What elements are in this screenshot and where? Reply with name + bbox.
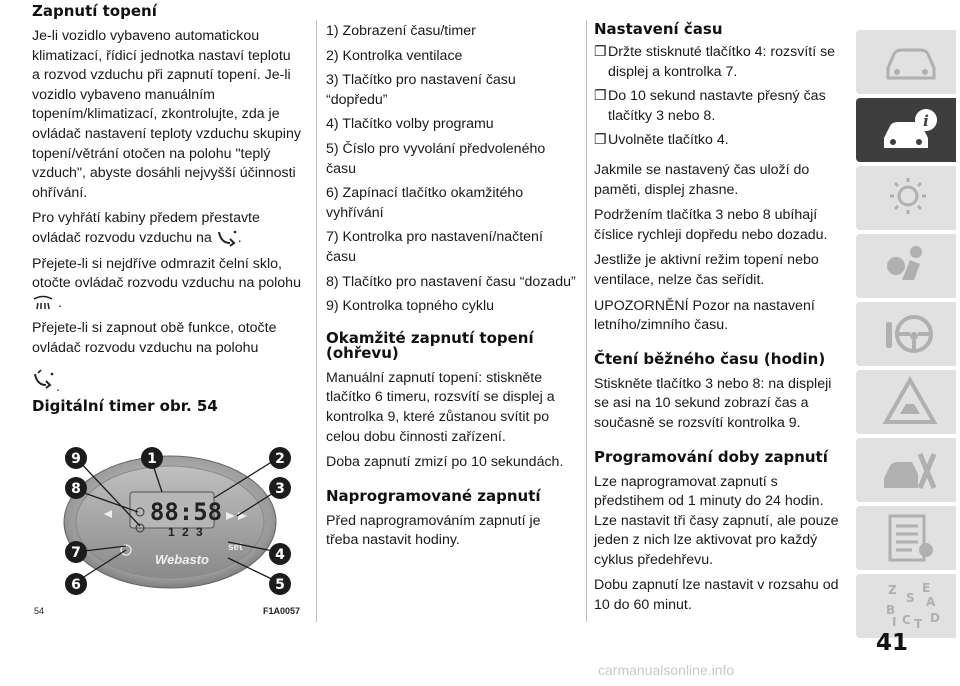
column-3 <box>594 0 846 616</box>
column-separator <box>316 20 317 622</box>
callout-1: 1 <box>147 451 157 467</box>
bullet-item <box>594 131 846 151</box>
timer-illustration <box>32 426 302 618</box>
svg-text:B: B <box>886 603 896 617</box>
paragraph-text: Pro vyhřátí kabiny předem přestavte ovládač rozvodu vzduchu na <box>32 210 260 246</box>
sidebar-tab-driving[interactable] <box>856 302 956 366</box>
legend-item-1: 1) Zobrazení času/timer <box>326 23 476 39</box>
punct: . <box>57 294 62 311</box>
svg-text:A: A <box>926 595 936 609</box>
callout-2: 2 <box>275 451 285 467</box>
legend-item-3: 3) Tlačítko pro nastavení času “dopředu” <box>326 72 516 108</box>
steering-wheel-icon <box>880 308 940 360</box>
legend-item-8: 8) Tlačítko pro nastavení času “dozadu” <box>326 273 576 290</box>
callout-3: 3 <box>275 481 285 497</box>
paragraph <box>32 255 302 314</box>
svg-text:C: C <box>902 613 911 627</box>
program-number-3: 3 <box>196 525 203 539</box>
display-digits: 88:58 <box>149 498 223 526</box>
sidebar-tab-car[interactable] <box>856 30 956 94</box>
paragraph: Lze naprogramovat zapnutí s předstihem od 1 minuty do 24 hodin. Lze nastavit tři časy zapnutí, ale pouze jeden z nich lze aktivovat pro každý cyklus předehřevu. <box>594 473 839 568</box>
sidebar-tab-specifications[interactable] <box>856 506 956 570</box>
paragraph: Před naprogramováním zapnutí je třeba nastavit hodiny. <box>326 512 541 549</box>
program-number-1: 1 <box>168 525 175 539</box>
checkbox-bullet-icon: ❐ <box>594 44 607 60</box>
legend-item-5: 5) Číslo pro vyvolání předvoleného času <box>326 140 546 177</box>
bullet-item <box>594 43 846 82</box>
airbag-person-icon <box>880 240 940 292</box>
icon-row <box>32 369 302 394</box>
car-wrench-icon <box>880 444 940 496</box>
paragraph: Je-li vozidlo vybaveno automatickou klimatizací, řídicí jednotka nastaví teplotu a rozvod vzduchu při zapnutí topení. Je-li vozidlo vybaveno manuálním topením/klimatizací, zkontrolujte, zda je ovládač nastavení teploty vzduchu skupiny topení/větrání otočen na polohu "teplý vzduch", abyste dosáhli nejvyšší účinnosti ohřívání. <box>32 28 301 201</box>
paragraph: Dobu zapnutí lze nastavit v rozsahu od 10 do 60 minut. <box>594 577 839 614</box>
program-number-2: 2 <box>182 525 189 539</box>
heading-zapnuti-topeni: Zapnutí topení <box>32 2 157 20</box>
paragraph: Přejete-li si zapnout obě funkce, otočte ovládač rozvodu vzduchu na polohu <box>32 320 277 356</box>
callout-4: 4 <box>275 547 285 563</box>
figure-code: F1A0057 <box>262 606 300 616</box>
checkbox-bullet-icon: ❐ <box>594 88 607 105</box>
figure-number: 54 <box>34 606 45 616</box>
callout-8: 8 <box>71 481 81 497</box>
warning-triangle-icon <box>880 376 940 428</box>
defrost-icon <box>32 295 54 311</box>
car-info-icon <box>880 104 940 156</box>
callout-9: 9 <box>71 451 81 467</box>
sidebar-tab-index[interactable] <box>856 574 956 638</box>
car-icon <box>880 36 940 88</box>
alphabet-index-icon <box>880 580 940 632</box>
footer <box>0 656 960 686</box>
paragraph: Jakmile se nastavený čas uloží do paměti, displej zhasne. <box>594 161 810 198</box>
legend-item-7: 7) Kontrolka pro nastavení/načtení času <box>326 229 543 265</box>
callout-5: 5 <box>275 577 285 593</box>
sidebar-tab-info[interactable] <box>856 98 956 162</box>
page-number: 41 <box>876 630 909 656</box>
callout-6: 6 <box>71 577 81 593</box>
paragraph: Stiskněte tlačítko 3 nebo 8: na displeji se asi na 10 sekund zobrazí čas a současně se rozsvítí kontrolka 9. <box>594 375 832 431</box>
figure-digital-timer <box>32 426 302 618</box>
heading-naprogramovane-zapnuti: Naprogramované zapnutí <box>326 486 541 505</box>
bullet-text: Uvolněte tlačítko 4. <box>608 132 729 149</box>
svg-text:E: E <box>922 581 931 595</box>
data-sheet-icon <box>880 512 940 564</box>
column-1 <box>32 0 302 414</box>
paragraph: Jestliže je aktivní režim topení nebo ventilace, nelze čas seřídit. <box>594 252 819 288</box>
heading-okamzite-zapnuti: Okamžité zapnutí topení (ohřevu) <box>326 328 534 362</box>
legend-item-9: 9) Kontrolka topného cyklu <box>326 298 494 315</box>
paragraph: UPOZORNĚNÍ Pozor na nastavení letního/zimního času. <box>594 297 815 334</box>
column-2 <box>326 0 576 551</box>
heading-digitalni-timer: Digitální timer obr. 54 <box>32 396 218 415</box>
legend-item-4: 4) Tlačítko volby programu <box>326 116 494 133</box>
paragraph-text: Přejete-li si nejdříve odmrazit čelní sklo, otočte ovládač rozvodu vzduchu na polohu <box>32 255 301 292</box>
sidebar-tab-safety[interactable] <box>856 234 956 298</box>
svg-text:S: S <box>906 591 915 605</box>
svg-text:Z: Z <box>888 583 897 597</box>
paragraph: Doba zapnutí zmizí po 10 sekundách. <box>326 454 564 471</box>
svg-text:T: T <box>914 617 923 631</box>
checkbox-bullet-icon: ❐ <box>594 132 607 149</box>
paragraph: Manuální zapnutí topení: stiskněte tlačítko 6 timeru, rozsvítí se displej a kontrolka 9, které zůstanou svítit po celou dobu činnosti zařízení. <box>326 369 555 445</box>
air-feet-windscreen-icon <box>32 369 56 391</box>
column-separator <box>586 20 587 622</box>
svg-text:D: D <box>930 611 940 625</box>
bullet-text: Držte stisknuté tlačítko 4: rozsvítí se displej a kontrolka 7. <box>608 44 836 80</box>
air-feet-icon <box>216 229 238 247</box>
bullet-text: Do 10 sekund nastavte přesný čas tlačítky 3 nebo 8. <box>608 88 826 124</box>
paragraph <box>32 209 302 248</box>
sidebar-tab-lights[interactable] <box>856 166 956 230</box>
heading-programovani: Programování doby zapnutí <box>594 447 828 466</box>
legend-item-6: 6) Zapínací tlačítko okamžitého vyhřívání <box>326 185 524 221</box>
callout-7: 7 <box>71 545 81 561</box>
legend-item-2: 2) Kontrolka ventilace <box>326 47 463 64</box>
sidebar-tab-maintenance[interactable] <box>856 438 956 502</box>
webasto-logo-text: Webasto <box>155 552 209 567</box>
punct: . <box>56 377 60 394</box>
svg-text:i: i <box>923 112 929 130</box>
light-icon <box>880 172 940 224</box>
bullet-item <box>594 87 846 126</box>
set-label: set <box>228 542 243 553</box>
sidebar-tab-warning[interactable] <box>856 370 956 434</box>
svg-text:I: I <box>892 615 897 629</box>
heading-nastaveni-casu: Nastavení času <box>594 20 723 38</box>
watermark: carmanualsonline.info <box>598 662 735 678</box>
punct: . <box>237 229 242 246</box>
paragraph: Podržením tlačítka 3 nebo 8 ubíhají číslice rychleji dopředu nebo dozadu. <box>594 207 828 243</box>
heading-cteni-casu: Čtení běžného času (hodin) <box>594 349 826 368</box>
